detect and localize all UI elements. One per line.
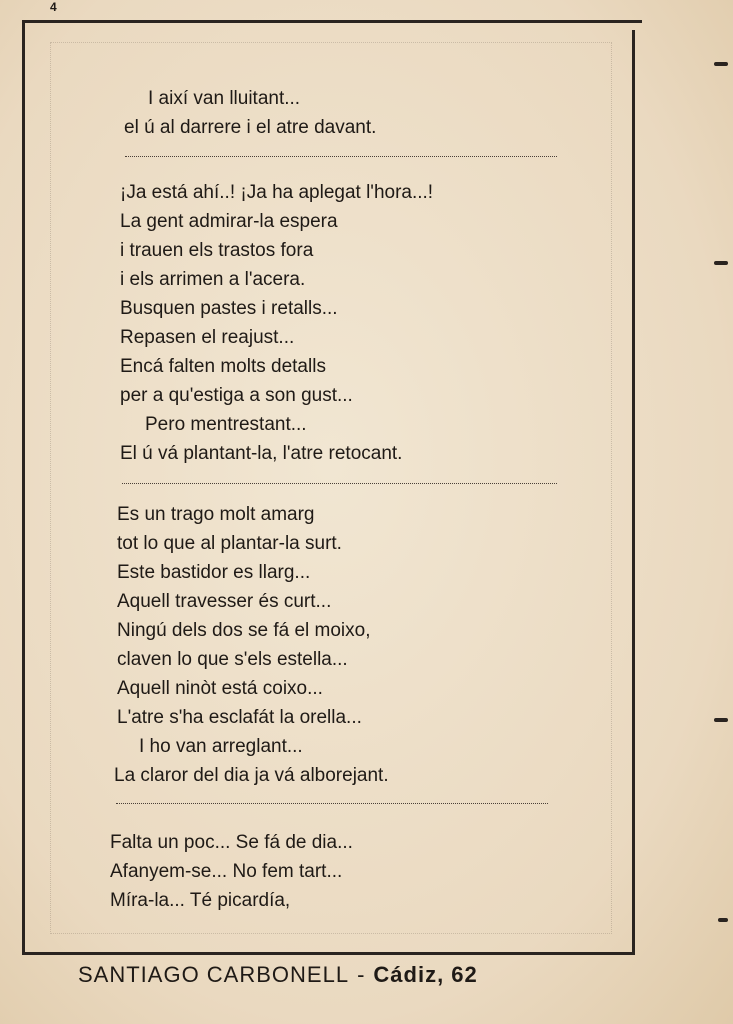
frame-left-border: [22, 22, 25, 952]
printer-footer: [78, 962, 478, 988]
verse-line: Aquell ninòt está coixo...: [117, 678, 323, 699]
verse-line: tot lo que al plantar-la surt.: [117, 533, 342, 554]
verse-line: La claror del dia ja vá alborejant.: [114, 765, 389, 786]
page-number: 4: [50, 0, 57, 14]
verse-line: Míra-la... Té picardía,: [110, 890, 291, 911]
verse-line: Busquen pastes i retalls...: [120, 298, 338, 319]
verse-line: L'atre s'ha esclafát la orella...: [117, 707, 362, 728]
binding-hole-mark: [714, 62, 728, 66]
verse-line: i trauen els trastos fora: [120, 240, 314, 261]
verse-line: ¡Ja está ahí..! ¡Ja ha aplegat l'hora...!: [120, 182, 434, 203]
verse-line: Repasen el reajust...: [120, 327, 295, 348]
verse-line: i els arrimen a l'acera.: [120, 269, 306, 290]
inner-dotted-frame: [50, 42, 612, 934]
frame-top-border: [22, 20, 642, 23]
verse-line: Afanyem-se... No fem tart...: [110, 861, 343, 882]
stanza-divider: [116, 803, 548, 804]
verse-line: Pero mentrestant...: [145, 414, 307, 435]
printer-address: Cádiz, 62: [373, 962, 478, 987]
stanza-1: [124, 84, 733, 142]
verse-line: Encá falten molts detalls: [120, 356, 326, 377]
footer-separator: -: [357, 962, 366, 987]
verse-line: I ho van arreglant...: [139, 736, 303, 757]
verse-line: claven lo que s'els estella...: [117, 649, 348, 670]
verse-line: Falta un poc... Se fá de dia...: [110, 832, 353, 853]
stanza-divider: [122, 483, 557, 484]
frame-right-border: [632, 30, 635, 955]
verse-line: Este bastidor es llarg...: [117, 562, 311, 583]
verse-line: El ú vá plantant-la, l'atre retocant.: [120, 443, 403, 464]
stanza-3: [114, 500, 733, 790]
frame-bottom-border: [22, 952, 635, 955]
stanza-2: [120, 178, 733, 468]
verse-line: La gent admirar-la espera: [120, 211, 338, 232]
binding-hole-mark: [718, 918, 728, 922]
verse-line: Aquell travesser és curt...: [117, 591, 332, 612]
verse-line: I així van lluitant...: [148, 88, 301, 109]
verse-line: el ú al darrere i el atre davant.: [124, 117, 377, 138]
binding-hole-mark: [714, 718, 728, 722]
verse-line: Es un trago molt amarg: [117, 504, 315, 525]
binding-hole-mark: [714, 261, 728, 265]
stanza-4: [110, 828, 730, 915]
verse-line: Ningú dels dos se fá el moixo,: [117, 620, 371, 641]
stanza-divider: [125, 156, 557, 157]
printer-name: SANTIAGO CARBONELL: [78, 962, 350, 987]
verse-line: per a qu'estiga a son gust...: [120, 385, 353, 406]
